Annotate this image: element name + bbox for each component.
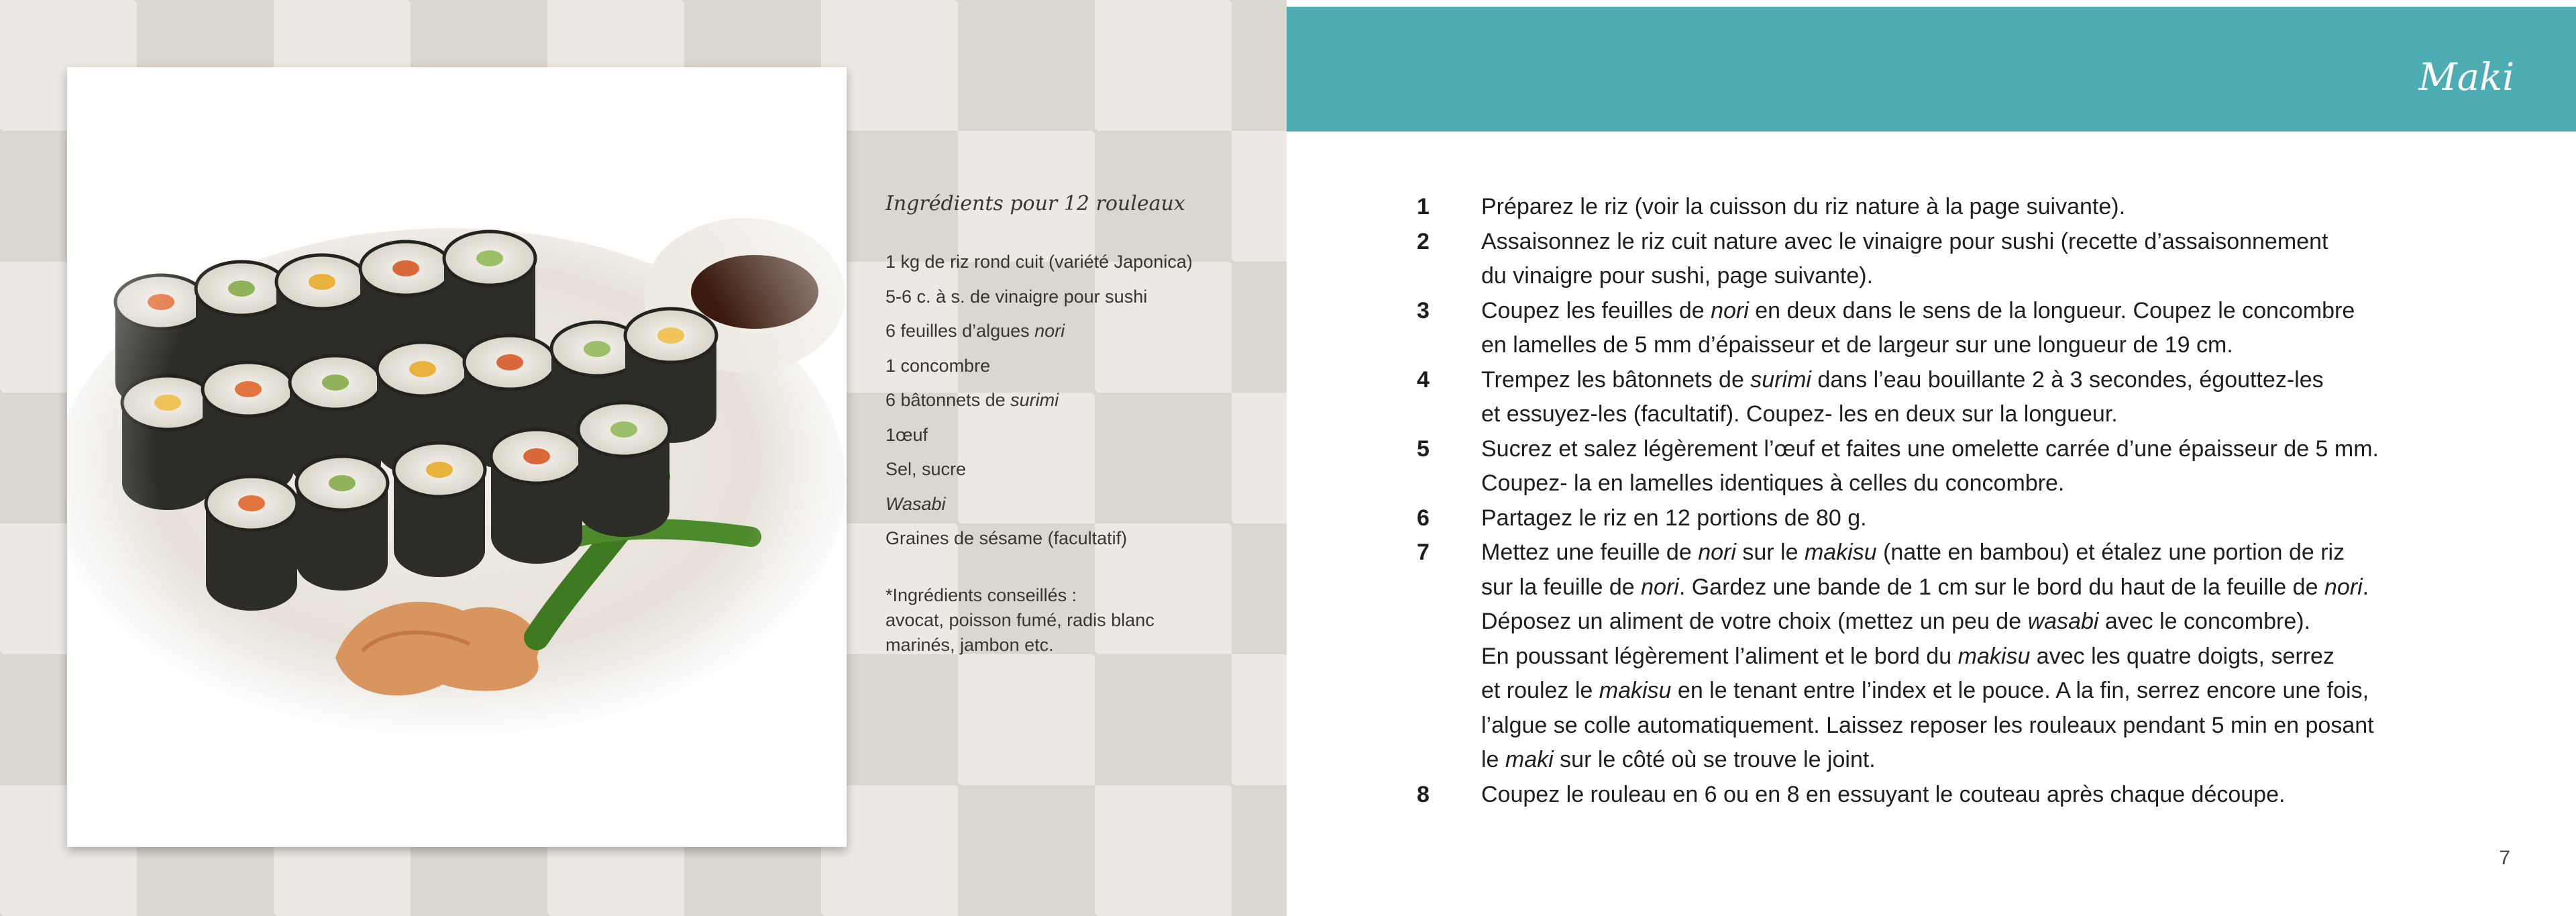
step-line: Assaisonnez le riz cuit nature avec le vinaigre pour sushi (recette d’assaisonnement (1481, 228, 2328, 254)
ingredient-item: 5-6 c. à s. de vinaigre pour sushi (885, 286, 1148, 307)
step-line: En poussant légèrement l’aliment et le bord du makisu avec les quatre doigts, serrez (1481, 643, 2334, 669)
step-1 (1417, 190, 2524, 225)
step-5 (1417, 432, 2524, 501)
step-line: du vinaigre pour sushi, page suivante). (1481, 263, 1874, 289)
step-line: sur la feuille de nori. Gardez une bande de 1 cm sur le bord du haut de la feuille de nori. (1481, 574, 2369, 600)
recipe-title: Maki (2418, 56, 2514, 99)
step-text (1481, 501, 2524, 536)
step-line: Déposez un aliment de votre choix (mettez un peu de wasabi avec le concombre). (1481, 609, 2311, 634)
step-line: l’algue se colle automatiquement. Laissez reposer les rouleaux pendant 5 min en posant (1481, 712, 2374, 738)
step-number: 3 (1417, 297, 1430, 323)
step-line: le maki sur le côté où se trouve le joint. (1481, 747, 1876, 772)
step-6 (1417, 501, 2524, 536)
step-line: et essuyez-les (facultatif). Coupez- les en deux sur la longueur. (1481, 401, 2118, 427)
step-line: Trempez les bâtonnets de surimi dans l’eau bouillante 2 à 3 secondes, égouttez-les (1481, 366, 2324, 393)
step-8 (1417, 778, 2524, 813)
ingredient-item: Wasabi (885, 493, 946, 514)
title-band (1287, 7, 2576, 132)
step-number: 7 (1417, 540, 1430, 565)
step-text (1481, 536, 2524, 778)
step-text (1481, 778, 2524, 813)
step-number: 6 (1417, 505, 1430, 531)
step-3 (1417, 294, 2524, 363)
sushi-plate-illustration (67, 67, 847, 847)
suggested-ingredients-note (885, 583, 1234, 658)
step-line: en lamelles de 5 mm d’épaisseur et de largeur sur une longueur de 19 cm. (1481, 332, 2233, 358)
ingredient-item: 1œuf (885, 424, 928, 445)
note-line: marinés, jambon etc. (885, 634, 1054, 655)
ingredient-item: Sel, sucre (885, 459, 967, 479)
step-line: Sucrez et salez légèrement l’œuf et faites une omelette carrée d’une épaisseur de 5 mm. (1481, 436, 2379, 462)
step-line: Coupez- la en lamelles identiques à celles du concombre. (1481, 470, 2065, 496)
step-number: 1 (1417, 194, 1430, 219)
step-text (1481, 190, 2524, 225)
step-text (1481, 432, 2524, 501)
note-title: *Ingrédients conseillés : (885, 584, 1077, 605)
step-text (1481, 225, 2524, 294)
maki-photo (67, 67, 847, 847)
ingredient-item: 1 concombre (885, 355, 991, 376)
step-line: Mettez une feuille de nori sur le makisu (natte en bambou) et étalez une portion de riz (1481, 540, 2345, 565)
step-number: 8 (1417, 781, 1430, 807)
step-line: Préparez le riz (voir la cuisson du riz nature à la page suivante). (1481, 194, 2126, 219)
ingredient-item: Graines de sésame (facultatif) (885, 528, 1128, 548)
step-number: 4 (1417, 366, 1430, 393)
ingredient-item: 6 bâtonnets de surimi (885, 390, 1059, 410)
step-line: Coupez les feuilles de nori en deux dans le sens de la longueur. Coupez le concombre (1481, 297, 2355, 323)
ingredients-heading: Ingrédients pour 12 rouleaux (885, 192, 1185, 215)
step-text (1481, 294, 2524, 363)
recipe-steps (1417, 190, 2524, 812)
ingredients-list (885, 245, 1234, 556)
note-line: avocat, poisson fumé, radis blanc (885, 609, 1155, 630)
ingredient-item: 6 feuilles d’algues nori (885, 321, 1065, 341)
ingredient-item: 1 kg de riz rond cuit (variété Japonica) (885, 252, 1193, 272)
step-line: Coupez le rouleau en 6 ou en 8 en essuyant le couteau après chaque découpe. (1481, 781, 2286, 807)
step-line: et roulez le makisu en le tenant entre l’index et le pouce. A la fin, serrez encore une fois, (1481, 678, 2369, 703)
right-page (1287, 0, 2576, 916)
step-4 (1417, 363, 2524, 432)
step-number: 5 (1417, 436, 1430, 462)
step-number: 2 (1417, 228, 1430, 254)
step-line: Partagez le riz en 12 portions de 80 g. (1481, 505, 1867, 531)
left-page (0, 0, 1287, 916)
step-text (1481, 363, 2524, 432)
step-7 (1417, 536, 2524, 778)
ingredients-panel (885, 192, 1234, 658)
step-2 (1417, 225, 2524, 294)
page-number: 7 (2499, 847, 2510, 869)
